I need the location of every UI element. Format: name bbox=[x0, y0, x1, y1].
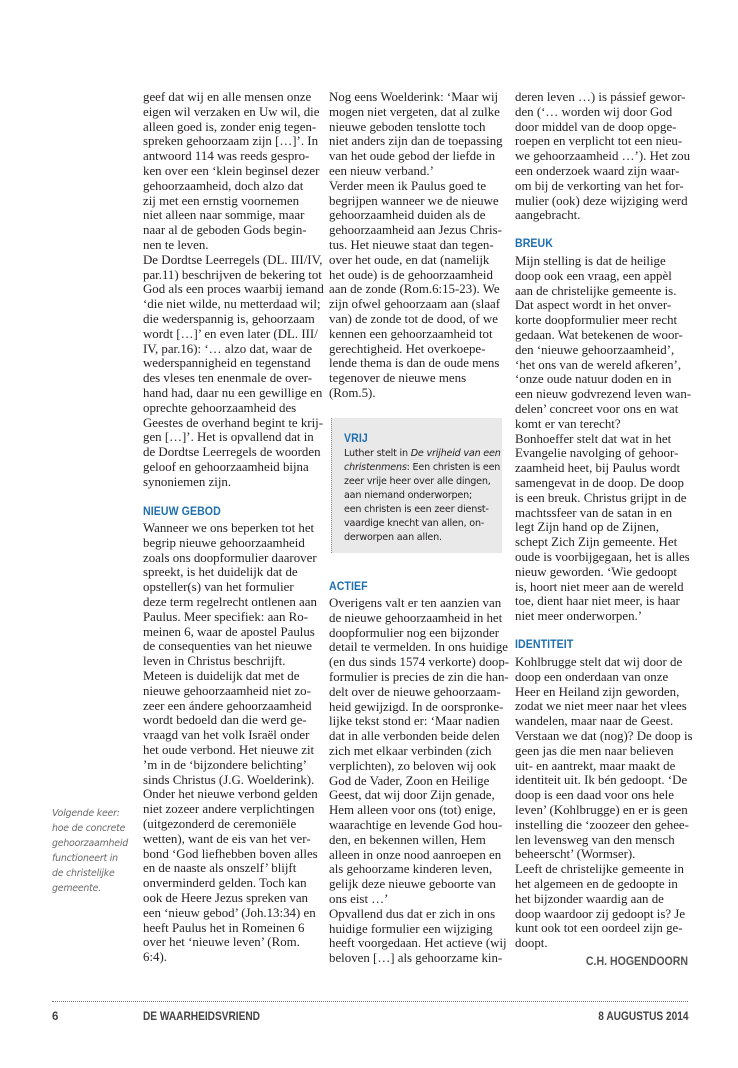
text-line: Nog eens Woelderink: ‘Maar wij bbox=[329, 90, 499, 104]
text-line: niet zozeer andere verplichtingen bbox=[143, 802, 315, 817]
text-line: IV, par.16): ‘… alzo dat, waar de bbox=[143, 341, 313, 356]
text-line: len levensweg van den mensch bbox=[515, 832, 675, 847]
text-line: spreken gehoorzaam zijn […]’. In bbox=[143, 134, 319, 149]
text-line: dat in alle verbonden beide delen bbox=[329, 729, 500, 744]
text-line: den, en bekennen willen, Hem bbox=[329, 832, 486, 847]
text-line: Overigens valt er ten aanzien van bbox=[329, 596, 502, 610]
text-line: niet meer onderworpen.’ bbox=[515, 609, 643, 624]
text-line: eigen wil verzaken en Uw wil, die bbox=[143, 104, 320, 119]
text-line: tus. Het nieuwe staat dan tegen- bbox=[329, 237, 494, 252]
text-line: nieuw geworden. ‘Wie gedoopt bbox=[515, 564, 677, 579]
box-text: : Een christen is een bbox=[406, 462, 501, 473]
text-line: doop een onderdaan van onze bbox=[515, 669, 669, 684]
text-line: God de Vader, Zoon en Heilige bbox=[329, 773, 490, 788]
box-heading-vrij: VRIJ bbox=[344, 431, 368, 445]
text-line: Wanneer we ons beperken tot het bbox=[143, 521, 315, 535]
text-line: opsteller(s) van het formulier bbox=[143, 580, 294, 595]
book-title: De vrijheid van een bbox=[410, 448, 501, 459]
text-line: waarachtige en levende God hou- bbox=[329, 817, 503, 832]
text-line: meinen 6, waar de apostel Paulus bbox=[143, 624, 315, 639]
text-line: zijn ofwel gehoorzaam aan (slaaf bbox=[329, 297, 501, 312]
next-issue-note bbox=[52, 806, 128, 896]
text-line: legt Zijn hand op de Zijnen, bbox=[515, 520, 659, 535]
text-line: om bij de verkorting van het for- bbox=[515, 178, 684, 193]
text-line: wordt bedoeld dan die werd ge- bbox=[143, 713, 307, 728]
text-line: mogen niet vergeten, dat al zulke bbox=[329, 104, 500, 119]
text-line: een christen is een zeer dienst- bbox=[344, 504, 489, 515]
text-line: Dat aspect wordt in het onver- bbox=[515, 298, 672, 313]
text-line: Volgende keer: bbox=[52, 808, 120, 819]
text-line: des vleses ten enenmale de over- bbox=[143, 371, 313, 386]
text-line: Opvallend dus dat er zich in ons bbox=[329, 906, 496, 921]
page-number: 6 bbox=[52, 1011, 59, 1023]
text-line: wandelen, maar naar de Geest. bbox=[515, 714, 674, 729]
publication-name: DE WAARHEIDSVRIEND bbox=[143, 1011, 260, 1023]
text-line: gehoorzaamheid bbox=[52, 838, 128, 849]
box-text-rest bbox=[344, 475, 501, 545]
text-line: doop ook een vraag, een appèl bbox=[515, 268, 672, 283]
text-line: deze term regelrecht ontlenen aan bbox=[143, 594, 317, 609]
section-heading-identiteit: IDENTITEIT bbox=[515, 637, 574, 651]
text-line: functioneert in bbox=[52, 853, 118, 864]
text-line: de nieuwe gehoorzaamheid in het bbox=[329, 610, 503, 625]
text-line: roepen en verplicht tot een nieu- bbox=[515, 134, 683, 149]
text-line: wordt […]’ en even later (DL. III/ bbox=[143, 326, 318, 341]
text-line: deren leven …) is pássief gewor- bbox=[515, 90, 686, 104]
text-line: nieuwe gehoorzaamheid niet zo- bbox=[143, 683, 311, 698]
text-line: (Rom.5). bbox=[329, 385, 376, 400]
body-text-identiteit bbox=[515, 655, 691, 951]
text-line: vaardige knecht van allen, on- bbox=[344, 518, 485, 529]
text-line: sinds Christus (J.G. Woelderink). bbox=[143, 772, 315, 787]
text-line: doop waardoor zij gedoopt is? Je bbox=[515, 906, 686, 921]
text-line: oprechte gehoorzaamheid des bbox=[143, 400, 297, 415]
text-line: detail te vermelden. In ons huidige bbox=[329, 640, 508, 655]
text-line: geloof en gehoorzaamheid bijna bbox=[143, 459, 309, 474]
text-line: bond ‘God liefhebben boven alles bbox=[143, 846, 318, 861]
text-line: heeft Paulus het in Romeinen 6 bbox=[143, 920, 305, 935]
text-line: doopformulier nog een bijzonder bbox=[329, 625, 500, 640]
author-byline: C.H. HOGENDOORN bbox=[585, 954, 688, 968]
text-line: het oude verbond. Het nieuwe zit bbox=[143, 742, 315, 757]
text-line: aan niemand onderworpen; bbox=[344, 490, 473, 501]
body-text-col3-intro bbox=[515, 90, 691, 223]
text-line: schept Zich Zijn gemeente. Het bbox=[515, 535, 678, 550]
text-line: van) de zonde tot de dood, of we bbox=[329, 311, 498, 326]
text-line: een nieuw godvrezend leven wan- bbox=[515, 387, 692, 402]
text-line: lende thema is dan de oude mens bbox=[329, 356, 500, 371]
text-line: nieuwe geboden tenslotte toch bbox=[329, 119, 486, 134]
body-text-breuk bbox=[515, 254, 691, 624]
text-line: Verder meen ik Paulus goed te bbox=[329, 178, 487, 193]
text-line: Bonhoeffer stelt dat wat in het bbox=[515, 431, 672, 446]
text-line: tegenover de nieuwe mens bbox=[329, 371, 467, 386]
text-line: over het ‘nieuwe leven’ (Rom. bbox=[143, 935, 300, 950]
text-line: par.11) beschrijven de bekering tot bbox=[143, 267, 322, 282]
issue-date: 8 AUGUSTUS 2014 bbox=[597, 1011, 688, 1023]
text-line: begrijpen wanneer we de nieuwe bbox=[329, 193, 499, 208]
text-line: mulier (ook) deze wijziging werd bbox=[515, 193, 688, 208]
text-line: gehoorzaamheid duiden als de bbox=[329, 208, 486, 223]
text-line: ‘het ons van de wereld afkeren’, bbox=[515, 357, 682, 372]
text-line: Geestes de overhand begint te krij- bbox=[143, 415, 324, 430]
section-heading-actief: ACTIEF bbox=[329, 579, 368, 593]
text-line: derworpen aan allen. bbox=[344, 532, 442, 543]
text-line: begrip nieuwe gehoorzaamheid bbox=[143, 535, 305, 550]
text-line: kunt ook tot een oordeel zijn ge- bbox=[515, 921, 683, 936]
text-line: delen’ concreet voor ons en wat bbox=[515, 401, 679, 416]
text-line: gehoorzaamheid aan Jezus Chris- bbox=[329, 223, 502, 238]
text-line: spreekt, is het duidelijk dat de bbox=[143, 565, 298, 580]
text-line: door middel van de doop opge- bbox=[515, 119, 677, 134]
section-heading-nieuw-gebod: NIEUW GEBOD bbox=[143, 504, 221, 518]
text-line: aan de zonde (Rom.6:15-23). We bbox=[329, 282, 500, 297]
text-line: van het oude gebod der liefde in bbox=[329, 149, 496, 164]
box-text: Luther stelt in bbox=[344, 448, 411, 459]
text-line: de consequenties van het nieuwe bbox=[143, 639, 312, 654]
text-line: als gehoorzame kinderen leven, bbox=[329, 862, 493, 877]
text-line: niet anders zijn dan de toepassing bbox=[329, 134, 503, 149]
text-line: verplichten), zo beloven wij ook bbox=[329, 758, 497, 773]
text-line: hoe de concrete bbox=[52, 823, 126, 834]
text-line: is een breuk. Christus grijpt in de bbox=[515, 490, 687, 505]
text-line: Paulus. Meer specifiek: aan Ro- bbox=[143, 609, 309, 624]
text-line: beloven […] als gehoorzame kin- bbox=[329, 951, 503, 966]
text-line: alleen goed is, zonder enig tegen- bbox=[143, 119, 317, 134]
text-line: onverminderd gelden. Toch kan bbox=[143, 876, 307, 891]
text-line: toe, dient haar niet meer, is haar bbox=[515, 594, 680, 609]
text-line: vraagd van het volk Israël onder bbox=[143, 728, 310, 743]
text-line: De Dordtse Leerregels (DL. III/IV, bbox=[143, 252, 323, 267]
text-line: gedaan. Wat betekenen de woor- bbox=[515, 327, 683, 342]
text-line: een nieuw verband.’ bbox=[329, 163, 434, 178]
text-line: Leeft de christelijke gemeente in bbox=[515, 862, 684, 877]
text-line: ‘die niet wilde, nu metterdaad wil; bbox=[143, 297, 321, 312]
text-line: Heer en Heiland zijn geworden, bbox=[515, 684, 680, 699]
text-line: beheerscht’ (Wormser). bbox=[515, 847, 636, 862]
text-line: Hem alleen voor ons (tot) enige, bbox=[329, 803, 496, 818]
text-line: Meteen is duidelijk dat met de bbox=[143, 668, 300, 683]
text-line: machtssfeer van de satan in en bbox=[515, 505, 673, 520]
text-line: hand had, daar nu een gewillige en bbox=[143, 385, 323, 400]
text-line: korte doopformulier meer recht bbox=[515, 313, 678, 328]
text-line: gehoorzaamheid, doch alzo dat bbox=[143, 178, 304, 193]
text-line: naar al de geboden Gods begin- bbox=[143, 223, 307, 238]
text-line: gerechtigheid. Het overkoepe- bbox=[329, 341, 486, 356]
text-line: God als een proces waarbij iemand bbox=[143, 282, 324, 297]
text-line: wetten), want de eis van het ver- bbox=[143, 831, 311, 846]
text-line: over het oude, en dat (namelijk bbox=[329, 252, 490, 267]
text-line: ’m in de ‘bijzondere belichting’ bbox=[143, 757, 307, 772]
text-line: uit- en aantrekt, maar maakt de bbox=[515, 758, 676, 773]
text-line: den (‘… worden wij door God bbox=[515, 104, 673, 119]
text-line: Kohlbrugge stelt dat wij door de bbox=[515, 655, 683, 669]
text-line: (en dus sinds 1574 verkorte) doop- bbox=[329, 655, 510, 670]
text-line: we gehoorzaamheid …’). Het zou bbox=[515, 149, 691, 164]
body-text-actief bbox=[329, 596, 510, 966]
text-line: geen jas die men naar believen bbox=[515, 743, 674, 758]
text-line: de christelijke bbox=[52, 868, 115, 879]
text-line: heid gewijzigd. In de oorspronke- bbox=[329, 699, 504, 714]
text-line: ook de Heere Jezus spreken van bbox=[143, 890, 309, 905]
footer-divider bbox=[52, 1001, 688, 1002]
text-line: den ‘nieuwe gehoorzaamheid’, bbox=[515, 342, 675, 357]
text-line: synoniemen zijn. bbox=[143, 474, 232, 489]
text-line: identiteit uit. Ik bén gedoopt. ‘De bbox=[515, 773, 688, 788]
text-line: leven in Christus beschrijft. bbox=[143, 654, 286, 669]
text-line: een ‘nieuw gebod’ (Joh.13:34) en bbox=[143, 905, 316, 920]
sidebar-box-vrij bbox=[331, 418, 502, 553]
text-line: de Dordtse Leerregels de woorden bbox=[143, 445, 321, 460]
text-line: samengevat in de doop. De doop bbox=[515, 475, 684, 490]
text-line: doop is een daad voor ons hele bbox=[515, 788, 674, 803]
text-line: zaamheid heet, bij Paulus wordt bbox=[515, 461, 681, 476]
text-line: zich met elkaar verbinden (zich bbox=[329, 743, 492, 758]
text-line: 6:4). bbox=[143, 950, 167, 965]
text-line: zij met een ernstig voornemen bbox=[143, 193, 300, 208]
text-line: nen te leven. bbox=[143, 237, 209, 252]
text-line: Geest, dat wij door Zijn genade, bbox=[329, 788, 495, 803]
text-line: wederspannigheid en tegenstand bbox=[143, 356, 311, 371]
body-text-nieuw-gebod bbox=[143, 521, 319, 965]
body-text-col2-intro bbox=[329, 90, 505, 401]
text-line: kennen een gehoorzaamheid tot bbox=[329, 326, 493, 341]
text-line: die wederspannig is, gehoorzaam bbox=[143, 311, 315, 326]
text-line: zodat we niet meer naar het vlees bbox=[515, 699, 687, 714]
text-line: gemeente. bbox=[52, 883, 101, 894]
text-line: antwoord 114 was reeds gespro- bbox=[143, 149, 310, 164]
text-line: een onderzoek waard zijn waar- bbox=[515, 163, 680, 178]
text-line: (uitgezonderd de ceremoniële bbox=[143, 816, 297, 831]
section-heading-breuk: BREUK bbox=[515, 236, 553, 250]
book-title: christenmens bbox=[344, 462, 407, 473]
text-line: ken over een ‘klein beginsel dezer bbox=[143, 163, 320, 178]
text-line: het algemeen en de gedoopte in bbox=[515, 876, 678, 891]
text-line: niet alleen naar sommige, maar bbox=[143, 208, 305, 223]
text-line: het oude) is de gehoorzaamheid bbox=[329, 267, 493, 282]
text-line: huidige formulier een wijziging bbox=[329, 921, 493, 936]
text-line: instelling die ‘zoozeer den gehee- bbox=[515, 817, 689, 832]
text-line: leven’ (Kohlbrugge) en er is geen bbox=[515, 802, 688, 817]
text-line: Onder het nieuwe verbond gelden bbox=[143, 787, 318, 802]
text-line: ons eist …’ bbox=[329, 891, 389, 906]
text-line: zeer een ándere gehoorzaamheid bbox=[143, 698, 312, 713]
text-line: heeft voorgedaan. Het actieve (wij bbox=[329, 936, 507, 951]
text-line: oude is voorbijgegaan, het is alles bbox=[515, 549, 690, 564]
box-quote-luther bbox=[344, 447, 501, 545]
text-line: zoals ons doopformulier daarover bbox=[143, 550, 317, 565]
text-line: Evangelie navolging of gehoor- bbox=[515, 446, 679, 461]
body-text-col1-intro bbox=[143, 90, 324, 490]
text-line: het bijzonder waardig aan de bbox=[515, 891, 664, 906]
text-line: gen […]’. Het is opvallend dat in bbox=[143, 430, 314, 445]
text-line: gelijk deze nieuwe geboorte van bbox=[329, 877, 496, 892]
text-line: aan de christelijke gemeente is. bbox=[515, 283, 677, 298]
text-line: lijke tekst stond er: ‘Maar nadien bbox=[329, 714, 500, 729]
text-line: komt er van terecht? bbox=[515, 416, 621, 431]
text-line: zeer vrije heer over alle dingen, bbox=[344, 476, 491, 487]
text-line: is, hoort niet meer aan de wereld bbox=[515, 579, 684, 594]
text-line: Mijn stelling is dat de heilige bbox=[515, 254, 666, 268]
text-line: en de naaste als onszelf’ blijft bbox=[143, 861, 297, 876]
text-line: ‘onze oude natuur doden en in bbox=[515, 372, 672, 387]
text-line: formulier is precies de zin die han- bbox=[329, 669, 509, 684]
text-line: doopt. bbox=[515, 936, 548, 951]
text-line: alleen in onze nood aanroepen en bbox=[329, 847, 502, 862]
text-line: delt over de nieuwe gehoorzaam- bbox=[329, 684, 501, 699]
text-line: Verstaan we dat (nog)? De doop is bbox=[515, 728, 693, 743]
text-line: geef dat wij en alle mensen onze bbox=[143, 90, 312, 104]
text-line: aangebracht. bbox=[515, 208, 581, 223]
